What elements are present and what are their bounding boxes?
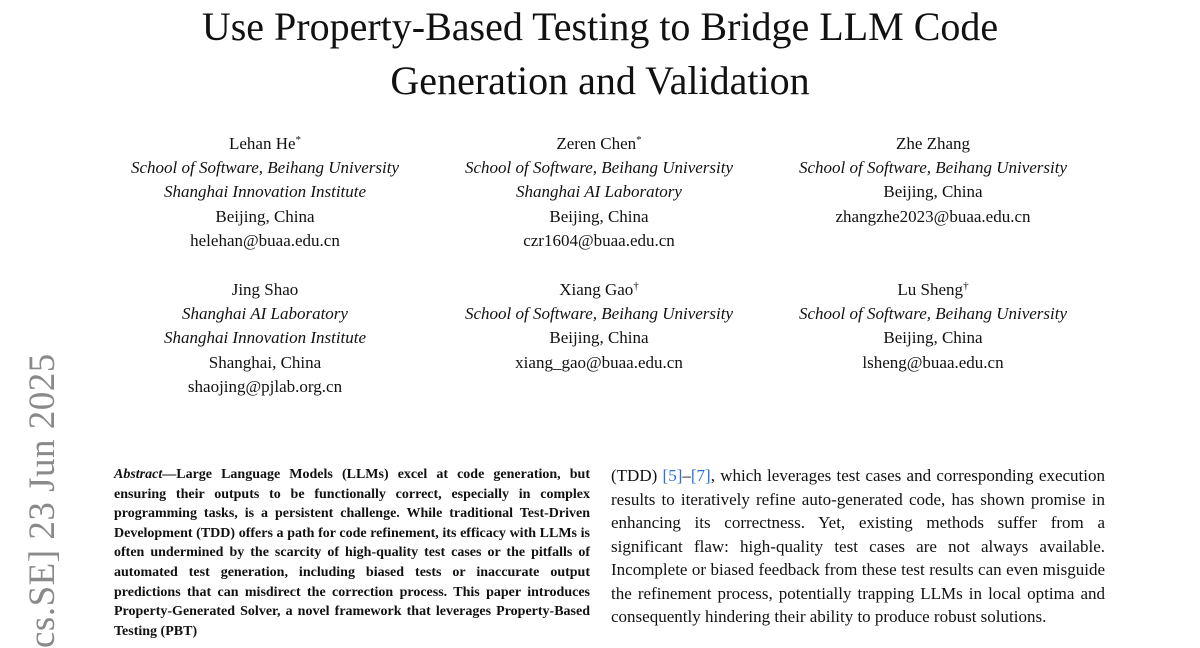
author-location: Beijing, China <box>549 206 649 226</box>
equal-contribution-mark: * <box>295 134 302 146</box>
author-affiliation: Shanghai Innovation Institute <box>163 328 367 348</box>
corresponding-author-mark: † <box>633 280 639 292</box>
author-block-1 <box>98 132 432 253</box>
author-name: Zhe Zhang <box>895 134 971 153</box>
author-location: Shanghai, China <box>208 352 322 372</box>
author-affiliation: School of Software, Beihang University <box>464 158 734 178</box>
citation-link[interactable]: [5] <box>662 466 683 485</box>
author-affiliation: School of Software, Beihang University <box>798 304 1068 324</box>
body-text: , which leverages test cases and corresponding execution results to iteratively refine auto-generated code, has shown promise in enhancing its correctness. Yet, existing methods suffer from a significant flaw: high-quality test cases are not always available. Incomplete or biased feedback from these test results can even misguide the refinement process, potentially trapping LLMs in local optima and consequently hindering their ability to produce robust solutions. <box>611 466 1105 626</box>
paper-title-line-1: Use Property-Based Testing to Bridge LLM Code <box>201 4 999 49</box>
corresponding-author-mark: † <box>963 280 969 292</box>
body-paragraph: (TDD) [5]–[7], which leverages test cases and corresponding execution results to iteratively refine auto-generated code, has shown promise in enhancing its correctness. Yet, existing methods suffer from a significant flaw: high-quality test cases are not always available. Incomplete or biased feedback from these test results can even misguide the refinement process, potentially trapping LLMs in local optima and consequently hindering their ability to produce robust solutions. <box>611 466 1105 626</box>
abstract-text: —Large Language Models (LLMs) excel at code generation, but ensuring their outputs to be functionally correct, especially in complex programming tasks, is a persistent challenge. While traditional Test-Driven Development (TDD) offers a path for code refinement, its efficacy with LLMs is often undermined by the scarcity of high-quality test cases or the pitfalls of automated test generation, including biased tests or inaccurate output predictions that can misdirect the correction process. This paper introduces Property-Generated Solver, a novel framework that leverages Property-Based Testing (PBT) <box>114 467 590 639</box>
equal-contribution-mark: * <box>636 134 642 146</box>
author-affiliation: Shanghai Innovation Institute <box>163 182 367 202</box>
author-block-5 <box>432 278 766 375</box>
paper-title <box>0 0 1200 108</box>
author-block-3 <box>766 132 1100 229</box>
author-location: Beijing, China <box>883 182 983 202</box>
author-block-4 <box>98 278 432 399</box>
author-email[interactable]: lsheng@buaa.edu.cn <box>862 352 1004 372</box>
author-email[interactable]: xiang_gao@buaa.edu.cn <box>515 352 683 372</box>
author-name: Lehan He* <box>228 134 302 153</box>
author-location: Beijing, China <box>883 328 983 348</box>
author-block-6 <box>766 278 1100 375</box>
author-affiliation: School of Software, Beihang University <box>464 304 734 324</box>
paper-title-line-2: Generation and Validation <box>390 58 810 103</box>
author-location: Beijing, China <box>549 328 649 348</box>
author-name: Lu Sheng† <box>897 280 969 299</box>
author-block-2 <box>432 132 766 253</box>
author-name: Jing Shao <box>231 280 299 299</box>
author-affiliation: School of Software, Beihang University <box>798 158 1068 178</box>
citation-link[interactable]: [7] <box>690 466 711 485</box>
author-affiliation: School of Software, Beihang University <box>130 158 400 178</box>
arxiv-side-stamp: cs.SE] 23 Jun 2025 <box>22 353 63 648</box>
author-email[interactable]: shaojing@pjlab.org.cn <box>187 376 343 396</box>
abstract-label: Abstract <box>114 467 163 482</box>
author-email[interactable]: helehan@buaa.edu.cn <box>190 230 340 250</box>
author-name: Xiang Gao† <box>559 280 639 299</box>
author-name: Zeren Chen* <box>556 134 642 153</box>
author-email[interactable]: zhangzhe2023@buaa.edu.cn <box>835 206 1031 226</box>
author-affiliation: Shanghai AI Laboratory <box>516 182 682 202</box>
author-email[interactable]: czr1604@buaa.edu.cn <box>523 230 675 250</box>
author-affiliation: Shanghai AI Laboratory <box>182 304 348 324</box>
author-location: Beijing, China <box>215 206 315 226</box>
abstract-paragraph <box>114 465 590 641</box>
